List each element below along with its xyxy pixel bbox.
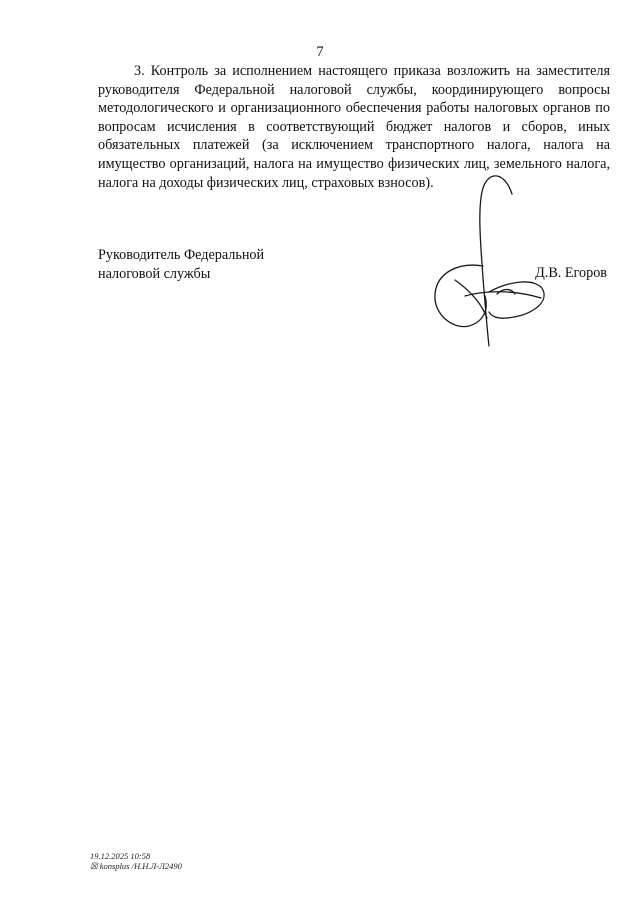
document-footer [90, 851, 182, 871]
signatory-title-line-2: налоговой службы [98, 265, 211, 282]
footer-reference: ☒ konsplus /Н.Н.Л-Л2490 [90, 861, 182, 871]
page-number: 7 [316, 44, 324, 60]
signatory-title-line-1: Руководитель Федеральной [98, 247, 265, 263]
order-paragraph: 3. Контроль за исполнением настоящего приказа возложить на заместителя руководителя Федеральной налоговой службы, координирующего вопросы методологического и организационного обеспечения работы налоговых органов по вопросам исчисления в соответствующий бюджет налогов и сборов, иных обязательных платежей (за исключением транспортного налога, налога на имущество организаций, налога на имущество физических лиц, земельного налога, налога на доходы физических лиц, страховых взносов). [98, 63, 610, 191]
handwritten-signature [425, 168, 555, 350]
signatory-name: Д.В. Егоров [535, 265, 607, 281]
signatory-title [98, 246, 264, 283]
footer-timestamp: 19.12.2025 10:58 [90, 851, 151, 861]
